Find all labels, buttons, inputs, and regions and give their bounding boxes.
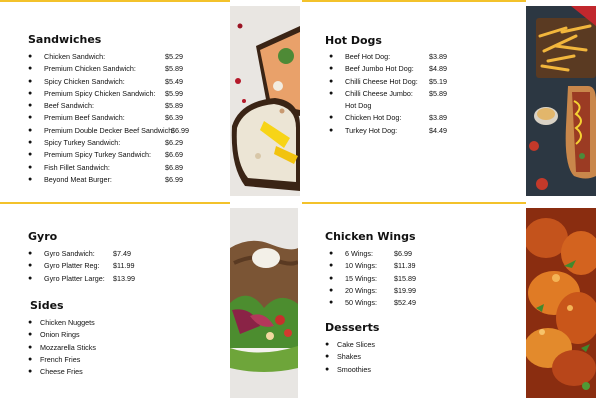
item-price: $5.19: [429, 76, 447, 86]
bullet: ●: [28, 343, 33, 351]
item-name: Spicy Chicken Sandwich:: [44, 76, 125, 86]
bullet: ●: [28, 102, 33, 110]
bullet: ●: [329, 250, 334, 257]
bullet: ●: [325, 341, 330, 348]
bullet: ●: [28, 163, 33, 171]
bullet: ●: [28, 175, 33, 183]
gyro-photo: [230, 208, 298, 398]
chicken-wings-photo: [526, 208, 596, 398]
item-price: $6.69: [165, 150, 183, 160]
bullet: ●: [329, 299, 334, 307]
item-name: Cheese Fries: [40, 367, 83, 377]
section-title-hot-dogs: Hot Dogs: [325, 34, 382, 47]
hot-dogs-photo: [526, 6, 596, 196]
item-price: $11.39: [394, 261, 416, 271]
hot-dogs-card: [302, 0, 600, 200]
item-price: $11.99: [113, 261, 135, 271]
item-name: Fish Fillet Sandwich:: [44, 162, 110, 172]
item-price: $5.49: [165, 76, 183, 86]
item-name: Premium Beef Sandwich:: [44, 113, 125, 123]
bullet: ●: [329, 65, 334, 73]
item-price: $13.99: [113, 273, 135, 283]
item-price: $5.99: [165, 88, 183, 98]
bullet: ●: [329, 77, 334, 85]
item-price: $52.49: [394, 298, 416, 308]
item-name: Gyro Sandwich:: [44, 249, 95, 258]
item-price: $5.89: [429, 88, 447, 98]
item-price: $6.89: [165, 162, 183, 172]
bullet: ●: [28, 151, 33, 159]
bullet: ●: [329, 114, 334, 122]
item-name: Chilli Cheese Hot Dog:: [345, 76, 418, 86]
accent-bar: [0, 0, 230, 2]
item-name: Gyro Platter Reg:: [44, 261, 100, 271]
accent-bar: [302, 202, 526, 204]
item-price: $5.89: [165, 64, 183, 74]
item-name: 10 Wings:: [345, 261, 377, 271]
item-name: Chicken Hot Dog:: [345, 113, 402, 123]
item-name: Mozzarella Sticks: [40, 342, 96, 352]
item-name: Premium Spicy Chicken Sandwich:: [44, 88, 156, 98]
item-price: $5.29: [165, 52, 183, 61]
gyro-sides-card: [0, 202, 300, 400]
item-name: Beef Sandwich:: [44, 101, 94, 111]
item-name: Beyond Meat Burger:: [44, 174, 112, 184]
bullet: ●: [329, 53, 334, 60]
bullet: ●: [28, 331, 33, 339]
bullet: ●: [28, 65, 33, 73]
section-title-sandwiches: Sandwiches: [28, 33, 102, 46]
item-name: 15 Wings:: [345, 273, 377, 283]
sandwich-photo: [230, 6, 300, 196]
bullet: ●: [329, 89, 334, 97]
bullet: ●: [28, 355, 33, 363]
item-name: Premium Chicken Sandwich:: [44, 64, 136, 74]
item-name: Cake Slices: [337, 340, 375, 349]
item-price: $6.39: [165, 113, 183, 123]
section-title-gyro: Gyro: [28, 230, 58, 243]
item-name: French Fries: [40, 354, 81, 364]
item-name: Premium Spicy Turkey Sandwich:: [44, 150, 152, 160]
item-name: Spicy Turkey Sandwich:: [44, 138, 121, 148]
item-price: $3.89: [429, 113, 447, 123]
bullet: ●: [329, 286, 334, 294]
bullet: ●: [325, 353, 330, 361]
bullet: ●: [28, 319, 33, 326]
section-title-desserts: Desserts: [325, 321, 380, 334]
bullet: ●: [28, 89, 33, 97]
bullet: ●: [28, 250, 33, 257]
item-price: $6.99: [165, 174, 183, 184]
item-price: $4.89: [429, 64, 447, 74]
item-name: Turkey Hot Dog:: [345, 125, 398, 135]
item-name: Gyro Platter Large:: [44, 273, 105, 283]
item-price: $19.99: [394, 285, 416, 295]
sandwiches-card: [0, 0, 300, 200]
item-price: $3.89: [429, 52, 447, 61]
bullet: ●: [28, 368, 33, 376]
item-name: Smoothies: [337, 364, 371, 374]
item-name: Chicken Sandwich:: [44, 52, 106, 61]
item-name: Premium Double Decker Beef Sandwich:: [44, 125, 175, 135]
item-name: Chilli Cheese Jumbo:: [345, 88, 413, 98]
item-name: Chicken Nuggets: [40, 318, 95, 327]
item-price: $6.99: [171, 125, 189, 135]
bullet: ●: [325, 365, 330, 373]
chicken-wings-desserts-card: [302, 202, 600, 400]
section-title-chicken-wings: Chicken Wings: [325, 230, 416, 243]
item-name: Beef Jumbo Hot Dog:: [345, 64, 414, 74]
item-name: Shakes: [337, 352, 361, 362]
bullet: ●: [28, 262, 33, 270]
bullet: ●: [28, 53, 33, 60]
bullet: ●: [28, 274, 33, 282]
item-name: 50 Wings:: [345, 298, 377, 308]
accent-bar: [0, 202, 230, 204]
item-name: 6 Wings:: [345, 249, 373, 258]
bullet: ●: [329, 262, 334, 270]
bullet: ●: [28, 77, 33, 85]
item-name: Beef Hot Dog:: [345, 52, 391, 61]
bullet: ●: [28, 139, 33, 147]
bullet: ●: [28, 114, 33, 122]
bullet: ●: [28, 126, 33, 134]
item-price: $7.49: [113, 249, 131, 258]
section-title-sides: Sides: [30, 299, 64, 312]
item-name: Hot Dog: [345, 101, 372, 111]
item-price: $5.89: [165, 101, 183, 111]
item-name: 20 Wings:: [345, 285, 377, 295]
item-price: $6.29: [165, 138, 183, 148]
item-price: $15.89: [394, 273, 416, 283]
item-name: Onion Rings: [40, 330, 80, 340]
item-price: $6.99: [394, 249, 412, 258]
bullet: ●: [329, 126, 334, 134]
item-price: $4.49: [429, 125, 447, 135]
accent-bar: [302, 0, 526, 2]
bullet: ●: [329, 274, 334, 282]
